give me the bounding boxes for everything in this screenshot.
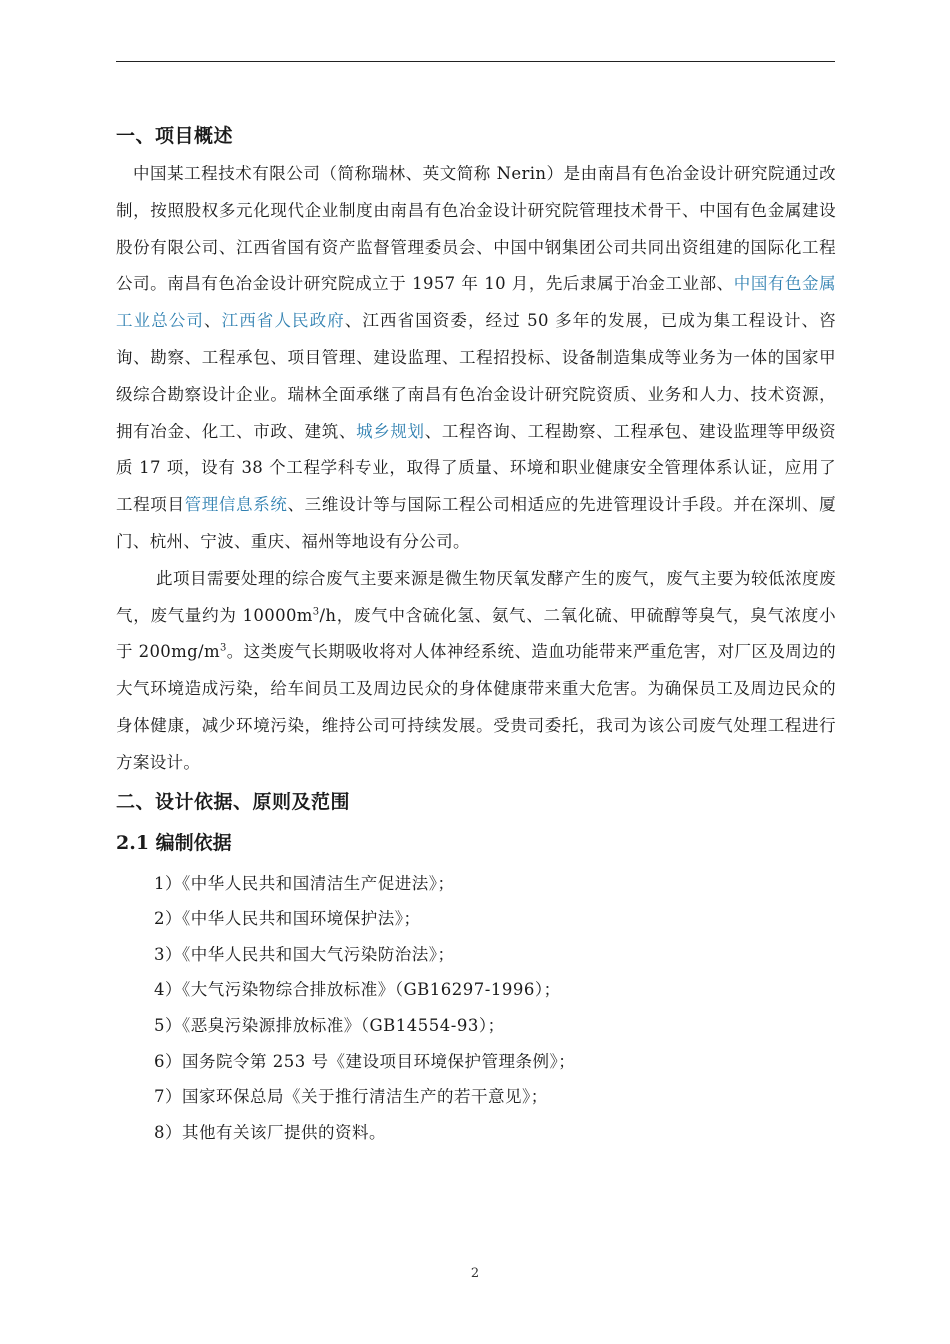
paragraph-text: 中国某工程技术有限公司（简称瑞林、英文简称 Nerin）是由南昌有色冶金设计研究院通过改制，按照股权多元化现代企业制度由南昌有色冶金设计研究院管理技术骨干、中国有色金属建设股份有限公司、江西省国有资产监督管理委员会、中国中钢集团公司共同出资组建的国际化工程公司。南昌有色冶金设计研究院成立于 1957 年 10 月，先后隶属于冶金工业部、 <box>116 164 836 294</box>
reference-list <box>116 866 836 1151</box>
reference-item: 4）《大气污染物综合排放标准》（GB16297-1996）； <box>154 980 561 1000</box>
reference-item: 7）国家环保总局《关于推行清洁生产的若干意见》； <box>154 1087 548 1107</box>
paragraph-text: 、 <box>204 311 222 331</box>
hyperlink[interactable]: 城乡规划 <box>356 421 425 441</box>
company-intro-paragraph <box>116 156 836 561</box>
header-rule <box>116 61 835 62</box>
hyperlink[interactable]: 中国有色金属工业总公司 <box>116 274 836 331</box>
reference-item: 3）《中华人民共和国大气污染防治法》； <box>154 944 455 964</box>
paragraph-text: 、三维设计等与国际工程公司相适应的先进管理设计手段。并在深圳、厦门、杭州、宁波、重庆、福州等地设有分公司。 <box>116 495 837 551</box>
document-body <box>116 116 836 1150</box>
hyperlink[interactable]: 江西省人民政府 <box>221 311 345 331</box>
paragraph-text: 、江西省国资委，经过 50 多年的发展，已成为集工程设计、咨询、勘察、工程承包、项目管理、建设监理、工程招投标、设备制造集成等业务为一体的国家甲级综合勘察设计企业。瑞林全面承继了南昌有色冶金设计研究院资质、业务和人力、技术资源，拥有冶金、化工、市政、建筑、 <box>116 311 837 441</box>
page-number: 2 <box>470 1266 480 1281</box>
hyperlink[interactable]: 管理信息系统 <box>184 495 288 515</box>
superscript-3: 3 <box>312 606 320 618</box>
section-1-heading: 一、项目概述 <box>116 125 234 147</box>
subsection-2-1-heading: 2.1 编制依据 <box>116 831 232 854</box>
superscript-3: 3 <box>219 642 227 654</box>
para2-text-2: /h，废气中含硫化氢、氨气、二氧化硫、甲硫醇等臭气，臭气浓度小于 200mg/m <box>116 605 836 662</box>
reference-item: 5）《恶臭污染源排放标准》（GB14554-93）； <box>154 1015 505 1035</box>
reference-item: 6）国务院令第 253 号《建设项目环境保护管理条例》； <box>154 1051 576 1071</box>
reference-item: 1）《中华人民共和国清洁生产促进法》； <box>154 873 455 893</box>
reference-item: 8）其他有关该厂提供的资料。 <box>154 1122 386 1142</box>
paragraph-text: 、工程咨询、工程勘察、工程承包、建设监理等甲级资质 17 项，设有 38 个工程学科专业，取得了质量、环境和职业健康安全管理体系认证，应用了工程项目 <box>116 421 836 515</box>
section-2-heading: 二、设计依据、原则及范围 <box>116 790 351 813</box>
waste-gas-paragraph <box>116 561 836 782</box>
reference-item: 2）《中华人民共和国环境保护法》； <box>154 909 421 929</box>
para2-text-3: 。这类废气长期吸收将对人体神经系统、造血功能带来严重危害，对厂区及周边的大气环境造成污染，给车间员工及周边民众的身体健康带来重大危害。为确保员工及周边民众的身体健康，减少环境污染，维持公司可持续发展。受贵司委托，我司为该公司废气处理工程进行方案设计。 <box>116 642 836 772</box>
para2-text-1: 此项目需要处理的综合废气主要来源是微生物厌氧发酵产生的废气，废气主要为较低浓度废气，废气量约为 10000m <box>116 568 836 625</box>
